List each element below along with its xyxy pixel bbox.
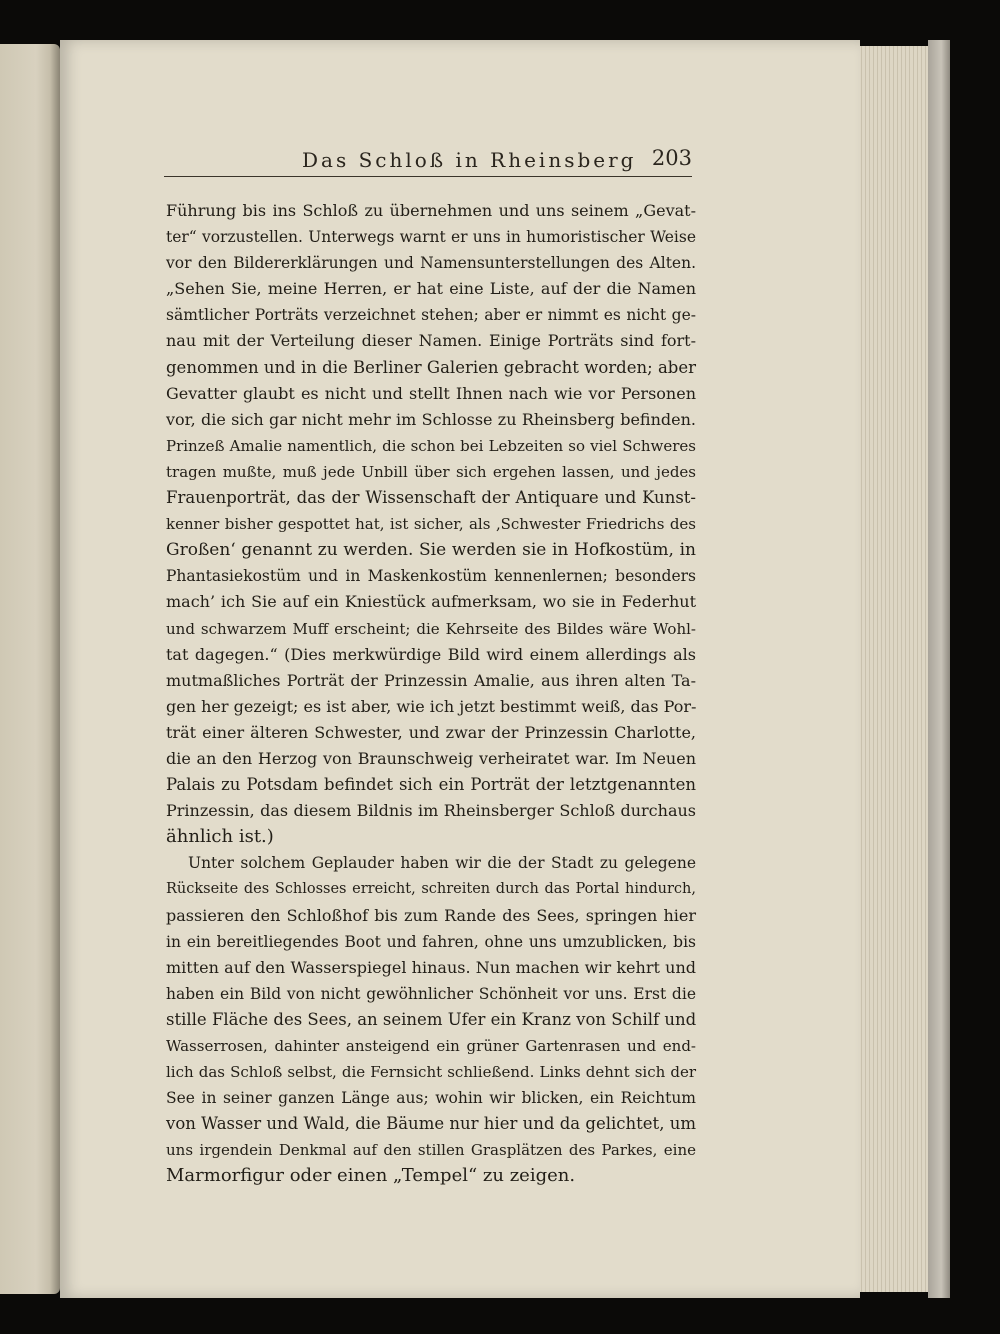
text-line: tragen mußte, muß jede Unbill über sich ergehen lassen, und jedes xyxy=(166,462,696,481)
text-line: passieren den Schloßhof bis zum Rande des Sees, springen hier xyxy=(166,905,696,925)
text-line: See in seiner ganzen Länge aus; wohin wir blicken, ein Reichtum xyxy=(166,1089,696,1108)
text-line: Prinzessin, das diesem Bildnis im Rheinsberger Schloß durchaus xyxy=(166,801,696,821)
text-line: Rückseite des Schlosses erreicht, schreiten durch das Portal hindurch, xyxy=(166,881,696,898)
text-line: Großen‘ genannt zu werden. Sie werden sie in Hofkostüm, in xyxy=(166,540,696,561)
text-line: mutmaßliches Porträt der Prinzessin Amalie, aus ihren alten Ta- xyxy=(166,670,696,690)
text-line: Phantasiekostüm und in Maskenkostüm kennenlernen; besonders xyxy=(166,567,696,586)
paragraph xyxy=(166,198,696,850)
text-line: Wasserrosen, dahinter ansteigend ein grüner Gartenrasen und end- xyxy=(166,1037,696,1055)
text-line: tat dagegen.“ (Dies merkwürdige Bild wird einem allerdings als xyxy=(166,644,696,664)
text-line: stille Fläche des Sees, an seinem Ufer ein Kranz von Schilf und xyxy=(166,1009,697,1029)
text-line: uns irgendein Denkmal auf den stillen Grasplätzen des Parkes, eine xyxy=(166,1141,696,1160)
text-line: die an den Herzog von Braunschweig verheiratet war. Im Neuen xyxy=(166,748,696,768)
text-line: sämtlicher Porträts verzeichnet stehen; aber er nimmt es nicht ge- xyxy=(166,306,696,325)
text-line: lich das Schloß selbst, die Fernsicht schließend. Links dehnt sich der xyxy=(166,1063,696,1082)
text-line: und schwarzem Muff erscheint; die Kehrseite des Bildes wäre Wohl- xyxy=(166,619,696,638)
text-line: Gevatter glaubt es nicht und stellt Ihnen nach wie vor Personen xyxy=(166,383,696,403)
text-line: Frauenporträt, das der Wissenschaft der Antiquare und Kunst- xyxy=(166,488,696,508)
text-line: Palais zu Potsdam befindet sich ein Porträt der letztgenannten xyxy=(166,775,696,795)
text-line: von Wasser und Wald, die Bäume nur hier und da gelichtet, um xyxy=(166,1114,696,1134)
text-line: gen her gezeigt; es ist aber, wie ich jetzt bestimmt weiß, das Por- xyxy=(166,696,697,716)
paragraph xyxy=(166,850,696,1189)
running-title: Das Schloß in Rheinsberg xyxy=(302,148,637,172)
text-line: mach’ ich Sie auf ein Kniestück aufmerksam, wo sie in Federhut xyxy=(166,592,696,612)
text-line: nau mit der Verteilung dieser Namen. Einige Porträts sind fort- xyxy=(166,331,696,351)
running-head xyxy=(164,146,692,177)
page-number: 203 xyxy=(651,146,692,170)
text-line: Führung bis ins Schloß zu übernehmen und uns seinem „Gevat- xyxy=(166,201,696,220)
book-cover-edge xyxy=(928,40,950,1298)
text-line: „Sehen Sie, meine Herren, er hat eine Liste, auf der die Namen xyxy=(166,279,696,299)
text-line: mitten auf den Wasserspiegel hinaus. Nun machen wir kehrt und xyxy=(166,957,696,977)
text-line: vor den Bildererklärungen und Namensunterstellungen des Alten. xyxy=(166,254,696,273)
text-line: Marmorfigur oder einen „Tempel“ zu zeigen. xyxy=(166,1165,576,1187)
text-line: ter“ vorzustellen. Unterwegs warnt er uns in humoristischer Weise xyxy=(166,228,696,247)
text-line: genommen und in die Berliner Galerien gebracht worden; aber xyxy=(166,357,696,377)
text-line: haben ein Bild von nicht gewöhnlicher Schönheit vor uns. Erst die xyxy=(166,984,696,1003)
text-line: kenner bisher gespottet hat, ist sicher, als ‚Schwester Friedrichs des xyxy=(166,515,696,534)
text-line: Unter solchem Geplauder haben wir die der Stadt zu gelegene xyxy=(188,854,696,873)
text-line: in ein bereitliegendes Boot und fahren, ohne uns umzublicken, bis xyxy=(166,932,696,951)
text-line: ähnlich ist.) xyxy=(166,826,274,848)
text-line: vor, die sich gar nicht mehr im Schlosse zu Rheinsberg befinden. xyxy=(166,409,696,429)
body-text xyxy=(166,198,696,1190)
text-line: trät einer älteren Schwester, und zwar der Prinzessin Charlotte, xyxy=(166,722,696,742)
text-line: Prinzeß Amalie namentlich, die schon bei Lebzeiten so viel Schweres xyxy=(166,436,696,455)
